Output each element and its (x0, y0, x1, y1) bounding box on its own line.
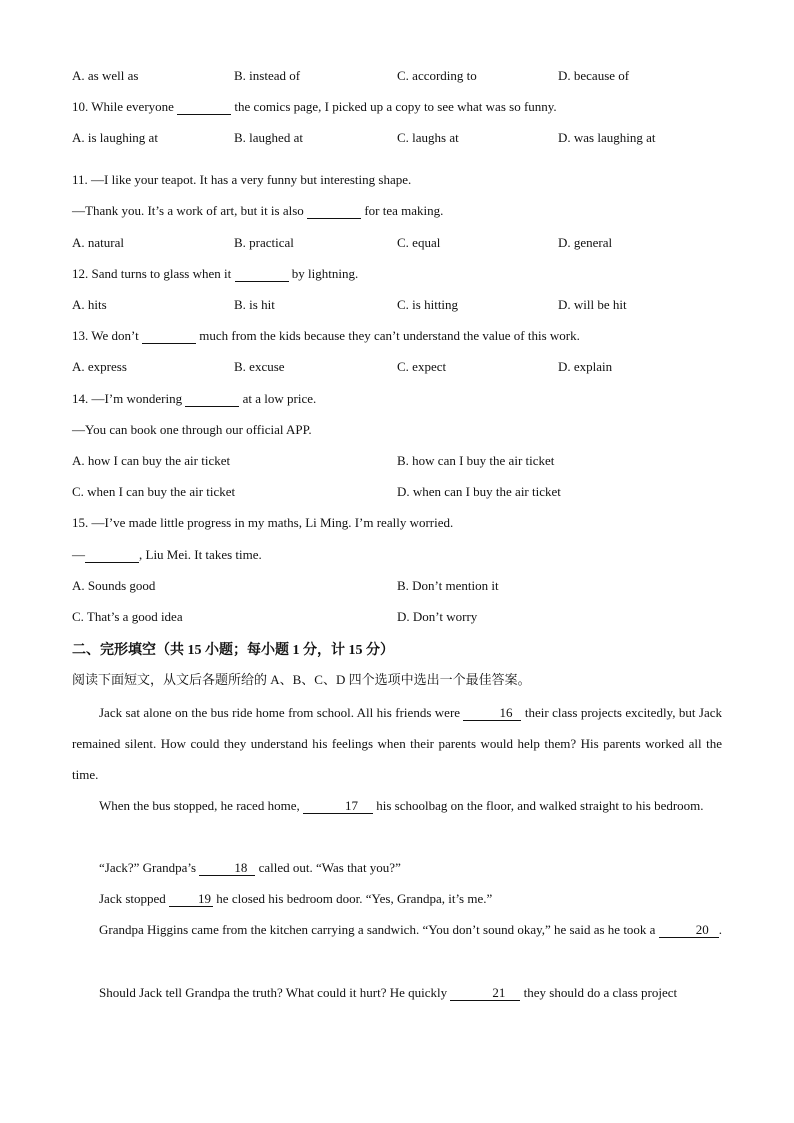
q14-stem-pre: 14. —I’m wondering (72, 391, 186, 406)
passage-paragraph-2 (72, 790, 722, 821)
passage-text: Grandpa Higgins came from the kitchen carrying a sandwich. “You don’t sound okay,” he said as he took a (99, 922, 659, 937)
q10-option-c[interactable]: C. laughs at (397, 130, 459, 145)
q11-option-a[interactable]: A. natural (72, 235, 124, 250)
q15-option-c[interactable]: C. That’s a good idea (72, 609, 183, 624)
q11-option-b[interactable]: B. practical (234, 235, 294, 250)
passage-text: Jack stopped (99, 891, 170, 906)
q13-option-a[interactable]: A. express (72, 359, 127, 374)
q11-blank (307, 204, 361, 219)
q11-option-c[interactable]: C. equal (397, 235, 441, 250)
q10-option-b[interactable]: B. laughed at (234, 130, 303, 145)
q12-stem-pre: 12. Sand turns to glass when it (72, 266, 235, 281)
passage-text: When the bus stopped, he raced home, (99, 798, 303, 813)
q9-option-b[interactable]: B. instead of (234, 68, 301, 83)
q11-line2-pre: —Thank you. It’s a work of art, but it is also (72, 203, 308, 218)
q15-option-b[interactable]: B. Don’t mention it (397, 578, 499, 593)
cloze-blank-21: 21 (450, 986, 520, 1001)
passage-text: he closed his bedroom door. “Yes, Grandpa, it’s me.” (213, 891, 493, 906)
q12-option-d[interactable]: D. will be hit (558, 297, 627, 312)
q12-option-b[interactable]: B. is hit (234, 297, 275, 312)
q12-option-c[interactable]: C. is hitting (397, 297, 459, 312)
cloze-blank-16: 16 (463, 706, 521, 721)
passage-text: “Jack?” Grandpa’s (99, 860, 200, 875)
q10-stem-post: the comics page, I picked up a copy to see what was so funny. (231, 99, 557, 114)
q15-line2 (72, 547, 262, 563)
q9-option-d[interactable]: D. because of (558, 68, 630, 83)
q14-option-a[interactable]: A. how I can buy the air ticket (72, 453, 231, 468)
q12-stem-post: by lightning. (288, 266, 359, 281)
q12-stem (72, 266, 358, 282)
q13-stem (72, 328, 580, 344)
passage-text: Jack sat alone on the bus ride home from school. All his friends were (99, 705, 464, 720)
q13-option-c[interactable]: C. expect (397, 359, 447, 374)
q9-option-a[interactable]: A. as well as (72, 68, 139, 83)
q11-line1: 11. —I like your teapot. It has a very funny but interesting shape. (72, 172, 412, 187)
q10-stem-pre: 10. While everyone (72, 99, 178, 114)
cloze-blank-17: 17 (303, 799, 373, 814)
passage-text: their class projects excitedly, but Jack remained silent. How could they understand his feelings when their parents would help them? His parents worked all the time. (72, 705, 723, 782)
q12-blank (235, 267, 289, 282)
q15-blank (85, 548, 139, 563)
q13-blank (142, 329, 196, 344)
q14-option-c[interactable]: C. when I can buy the air ticket (72, 484, 236, 499)
q11-line2-post: for tea making. (361, 203, 444, 218)
q13-option-d[interactable]: D. explain (558, 359, 613, 374)
q10-option-a[interactable]: A. is laughing at (72, 130, 158, 145)
q14-option-b[interactable]: B. how can I buy the air ticket (397, 453, 555, 468)
section-heading: 二、完形填空（共 15 小题；每小题 1 分，计 15 分） (72, 643, 394, 658)
passage-paragraph-4 (72, 883, 722, 914)
q10-option-d[interactable]: D. was laughing at (558, 130, 656, 145)
cloze-blank-18: 18 (199, 861, 255, 876)
q14-stem-post: at a low price. (239, 391, 317, 406)
q10-stem (72, 99, 557, 115)
q13-option-b[interactable]: B. excuse (234, 359, 285, 374)
cloze-blank-20: 20 (659, 923, 719, 938)
q12-option-a[interactable]: A. hits (72, 297, 107, 312)
q11-option-d[interactable]: D. general (558, 235, 613, 250)
passage-text: Should Jack tell Grandpa the truth? What could it hurt? He quickly (99, 985, 451, 1000)
q14-line2: —You can book one through our official APP. (72, 422, 312, 437)
passage-text: they should do a class project (520, 985, 678, 1000)
q14-blank (185, 392, 239, 407)
q13-stem-pre: 13. We don’t (72, 328, 142, 343)
q9-option-c[interactable]: C. according to (397, 68, 477, 83)
passage-paragraph-5 (72, 914, 722, 945)
passage-paragraph-6 (72, 977, 722, 1008)
q15-line1: 15. —I’ve made little progress in my maths, Li Ming. I’m really worried. (72, 515, 454, 530)
q15-line2-pre: — (72, 547, 85, 562)
passage-paragraph-1 (72, 697, 722, 790)
q15-option-d[interactable]: D. Don’t worry (397, 609, 478, 624)
passage-text: his schoolbag on the floor, and walked straight to his bedroom. (372, 798, 704, 813)
passage-text: . (718, 922, 722, 937)
cloze-blank-19: 19 (169, 892, 213, 907)
q15-line2-post: , Liu Mei. It takes time. (139, 547, 262, 562)
q15-option-a[interactable]: A. Sounds good (72, 578, 156, 593)
section-instruction: 阅读下面短文，从文后各题所给的 A、B、C、D 四个选项中选出一个最佳答案。 (72, 672, 531, 687)
q11-line2 (72, 203, 443, 219)
q14-stem (72, 391, 316, 407)
passage-text: called out. “Was that you?” (255, 860, 401, 875)
q13-stem-post: much from the kids because they can’t understand the value of this work. (195, 328, 580, 343)
passage-paragraph-3 (72, 852, 722, 883)
q14-option-d[interactable]: D. when can I buy the air ticket (397, 484, 561, 499)
q10-blank (177, 100, 231, 115)
